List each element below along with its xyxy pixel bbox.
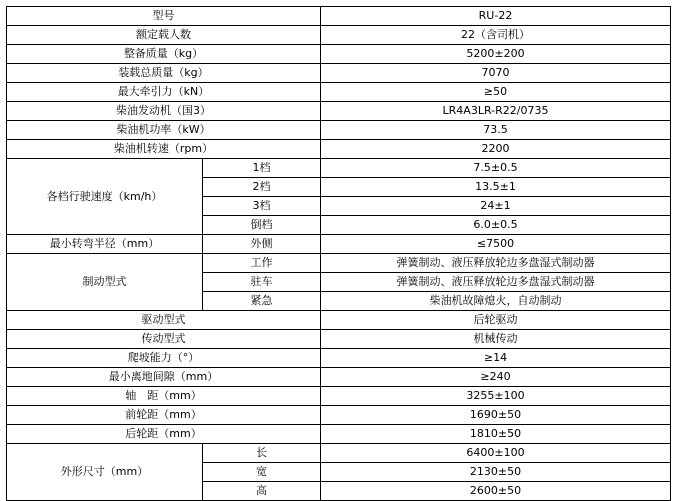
spec-label-cell: 爬坡能力（°） [7, 349, 321, 368]
table-row [7, 425, 671, 444]
spec-value-cell: 2200 [321, 140, 671, 159]
spec-label-cell: 外形尺寸（mm） [7, 444, 203, 501]
spec-value-cell: 13.5±1 [321, 178, 671, 197]
spec-label-cell: 柴油机转速（rpm） [7, 140, 321, 159]
spec-sub-cell: 1档 [203, 159, 321, 178]
table-row [7, 330, 671, 349]
spec-value-cell: 6400±100 [321, 444, 671, 463]
spec-value-cell: 机械传动 [321, 330, 671, 349]
spec-sub-cell: 宽 [203, 463, 321, 482]
spec-value-cell: ≤7500 [321, 235, 671, 254]
vehicle-spec-table [6, 6, 671, 501]
spec-sub-cell: 2档 [203, 178, 321, 197]
spec-label-cell: 整备质量（kg） [7, 45, 321, 64]
table-row [7, 121, 671, 140]
table-row [7, 45, 671, 64]
spec-value-cell: 后轮驱动 [321, 311, 671, 330]
table-row [7, 368, 671, 387]
spec-value-cell: 6.0±0.5 [321, 216, 671, 235]
table-row [7, 387, 671, 406]
table-row [7, 159, 671, 178]
spec-value-cell: RU-22 [321, 7, 671, 26]
table-row [7, 349, 671, 368]
spec-table-body [7, 7, 671, 501]
spec-label-cell: 驱动型式 [7, 311, 321, 330]
spec-label-cell: 装载总质量（kg） [7, 64, 321, 83]
table-row [7, 140, 671, 159]
table-row [7, 102, 671, 121]
spec-label-cell: 柴油发动机（国3） [7, 102, 321, 121]
spec-label-cell: 最大牵引力（kN） [7, 83, 321, 102]
table-row [7, 235, 671, 254]
spec-label-cell: 型号 [7, 7, 321, 26]
spec-label-cell: 传动型式 [7, 330, 321, 349]
spec-label-cell: 柴油机功率（kW） [7, 121, 321, 140]
spec-value-cell: 2600±50 [321, 482, 671, 501]
spec-sub-cell: 工作 [203, 254, 321, 273]
spec-label-cell: 制动型式 [7, 254, 203, 311]
spec-value-cell: 3255±100 [321, 387, 671, 406]
spec-value-cell: 弹簧制动、液压释放轮边多盘湿式制动器 [321, 273, 671, 292]
spec-value-cell: ≥240 [321, 368, 671, 387]
spec-label-cell: 额定载人数 [7, 26, 321, 45]
spec-label-cell: 最小转弯半径（mm） [7, 235, 203, 254]
spec-value-cell: 73.5 [321, 121, 671, 140]
spec-value-cell: ≥50 [321, 83, 671, 102]
spec-sub-cell: 高 [203, 482, 321, 501]
spec-sub-cell: 长 [203, 444, 321, 463]
table-row [7, 311, 671, 330]
spec-value-cell: 1690±50 [321, 406, 671, 425]
spec-value-cell: 7070 [321, 64, 671, 83]
spec-value-cell: 柴油机故障熄火，自动制动 [321, 292, 671, 311]
spec-sub-cell: 外侧 [203, 235, 321, 254]
table-row [7, 26, 671, 45]
table-row [7, 406, 671, 425]
spec-value-cell: ≥14 [321, 349, 671, 368]
spec-label-cell: 前轮距（mm） [7, 406, 321, 425]
spec-sub-cell: 3档 [203, 197, 321, 216]
spec-label-cell: 最小离地间隙（mm） [7, 368, 321, 387]
spec-value-cell: 5200±200 [321, 45, 671, 64]
spec-value-cell: 7.5±0.5 [321, 159, 671, 178]
spec-sub-cell: 驻车 [203, 273, 321, 292]
spec-value-cell: 2130±50 [321, 463, 671, 482]
spec-label-cell: 各档行驶速度（km/h） [7, 159, 203, 235]
spec-value-cell: LR4A3LR-R22/0735 [321, 102, 671, 121]
spec-value-cell: 弹簧制动、液压释放轮边多盘湿式制动器 [321, 254, 671, 273]
spec-label-cell: 后轮距（mm） [7, 425, 321, 444]
spec-sub-cell: 紧急 [203, 292, 321, 311]
table-row [7, 7, 671, 26]
table-row [7, 83, 671, 102]
table-row [7, 254, 671, 273]
table-row [7, 64, 671, 83]
table-row [7, 444, 671, 463]
spec-sub-cell: 倒档 [203, 216, 321, 235]
spec-value-cell: 22（含司机） [321, 26, 671, 45]
spec-value-cell: 24±1 [321, 197, 671, 216]
spec-value-cell: 1810±50 [321, 425, 671, 444]
spec-label-cell: 轴 距（mm） [7, 387, 321, 406]
